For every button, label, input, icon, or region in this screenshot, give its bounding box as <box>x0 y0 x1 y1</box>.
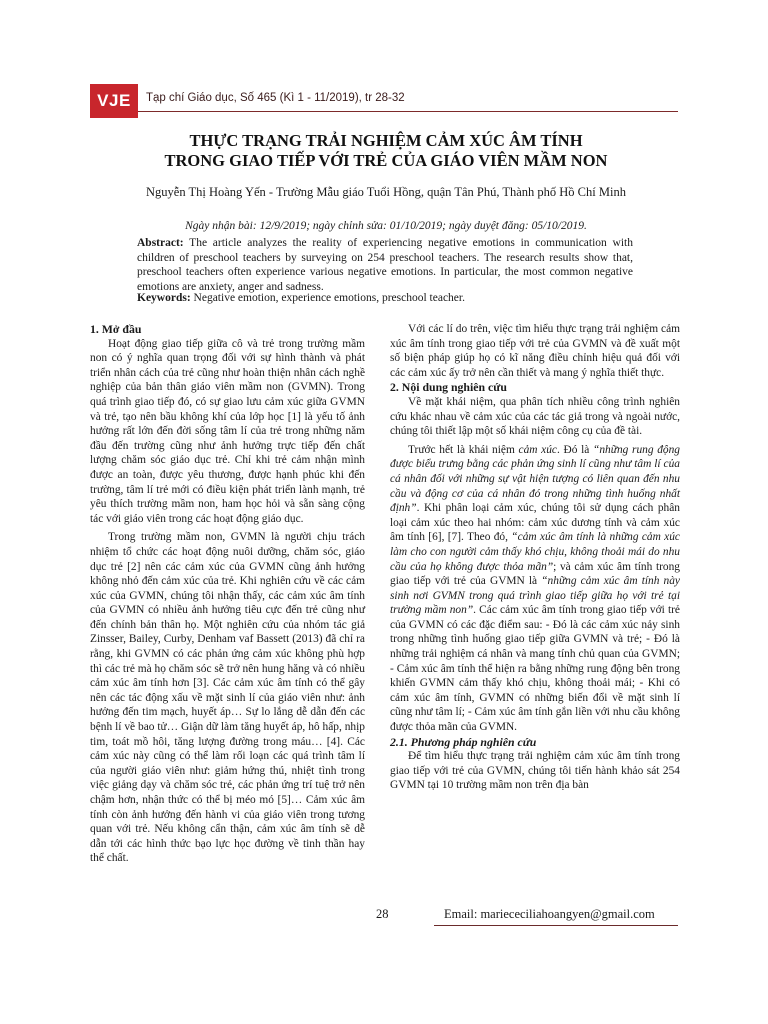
text-run-italic: “cảm xúc âm tính là những cảm xúc làm cho con người cảm thấy khó chịu, không thoải mái do nhu cầu của họ không được thỏa mãn” <box>390 531 680 573</box>
title-line-1: THỰC TRẠNG TRẢI NGHIỆM CẢM XÚC ÂM TÍNH <box>189 131 583 150</box>
journal-header <box>0 84 768 118</box>
text-run: Trước hết là khái niệm <box>408 443 519 456</box>
section-heading-content: 2. Nội dung nghiên cứu <box>390 380 507 395</box>
paragraph: Về mặt khái niệm, qua phân tích nhiều công trình nghiên cứu khác nhau về cảm xúc của các tác giả trong và ngoài nước, chúng tôi thiết lập một số khái niệm công cụ của đề tài. <box>390 395 680 438</box>
right-column <box>390 322 680 793</box>
author-affiliation: Nguyễn Thị Hoàng Yến - Trường Mẫu giáo Tuổi Hồng, quận Tân Phú, Thành phố Hồ Chí Minh <box>146 185 626 199</box>
text-run: . Các cảm xúc âm tính trong giao tiếp với trẻ của GVMN có các đặc điểm sau: - Đó là các cảm xúc nảy sinh trong những tình huống giao tiếp giữa GVMN và trẻ; - Đó là những trải nghiệm cá nhân và mang tính chủ quan của GVMN; - Cảm xúc âm tính thể hiện ra bằng những rung động bên trong khiến GVMN cảm thấy khó chịu, không thoải mái; - Khi có cảm xúc âm tính, GVMN có những biến đổi về mặt sinh lí cũng như tâm lí; - Cảm xúc âm tính gắn liền với nhu cầu không được thỏa mãn của GVMN. <box>390 604 680 734</box>
paragraph: Để tìm hiểu thực trạng trải nghiệm cảm xúc âm tính trong giao tiếp với trẻ của GVMN, chúng tôi tiến hành khảo sát 254 GVMN tại 10 trường mầm non trên địa bàn <box>390 750 680 792</box>
journal-logo: VJE <box>90 84 138 118</box>
left-column <box>90 322 365 866</box>
text-run-italic: “những rung động được biểu trưng bằng các phản ứng sinh lí cũng như tâm lí của cá nhân đối với những sự vật hiện tượng có liên quan đến nhu cầu và động cơ của cá nhân đó trong những tình huống nhất định” <box>390 443 680 515</box>
abstract-label: Abstract: <box>137 237 184 249</box>
paragraph-concepts <box>390 443 680 735</box>
footer-rule <box>434 925 678 926</box>
page-number: 28 <box>376 907 389 921</box>
text-run-italic: cảm xúc <box>518 443 557 456</box>
text-run: . Khi phân loại cảm xúc, chúng tôi sử dụng cách phân loại cảm xúc theo hai nhóm: cảm xúc dương tính và cảm xúc âm tính [6], [7]. Theo đó, <box>390 502 680 544</box>
keywords <box>137 292 633 304</box>
article-title <box>96 131 676 171</box>
abstract-text: The article analyzes the reality of experiencing negative emotions in communication with children of preschool teachers by surveying on 254 preschool teachers. The research results show that, preschool teachers often experience various negative emotions. In particular, the most common negative emotions are anxiety, anger and sadness. <box>137 237 633 294</box>
abstract <box>137 236 633 295</box>
text-run-italic: “những cảm xúc âm tính này sinh nơi GVMN trong quá trình giao tiếp giữa họ với trẻ tại trường mầm non” <box>390 575 680 617</box>
paragraph: Trong trường mầm non, GVMN là người chịu trách nhiệm tổ chức các hoạt động nuôi dưỡng, chăm sóc, giáo dục trẻ [2] nên các cảm xúc của GVMN cũng ảnh hưởng không nhỏ đến cảm xúc của trẻ. Khi nghiên cứu về các cảm xúc của GVMN, chúng tôi nhận thấy, các cảm xúc âm tính của GVMN có nhiều ảnh hưởng tiêu cực đến trẻ cũng như đến chính bản thân họ. Một nghiên cứu của nhóm tác giả Zinsser, Bailey, Curby, Denham vaf Bassett (2013) đã chỉ ra rằng, khi GVMN có các phản ứng cảm xúc không phù hợp thì các trẻ mà họ chăm sóc sẽ trở nên hung hăng và có nhiều cảm xúc âm tính hơn [3]. Các cảm xúc âm tính có thể gây nên các tác động xấu về mặt sinh lí của giáo viên như: ảnh hưởng đến tim mạch, huyết áp… Sự lo lắng dễ dẫn đến các bệnh lí về bao tử… Giận dữ làm tăng huyết áp, hô hấp, nhịp tim, toát mồ hôi, tăng lượng đường trong máu… [4]. Các cảm xúc này cũng có thể làm rối loạn các quá trình tâm lí của người giáo viên như: giảm hứng thú, nhiệt tình trong việc giảng dạy và chăm sóc trẻ, các phản ứng trí tuệ trở nên chậm hơn, nhận thức có thể bị méo mó [5]… Cảm xúc âm tính còn ảnh hưởng đến hành vi của giáo viên trong tương quan với trẻ. Nếu không cẩn thận, cảm xúc âm tính sẽ dễ dẫn tới các hình thức bạo lực học đường về tinh thần hay thể chất. <box>90 531 365 865</box>
header-rule <box>138 111 678 112</box>
journal-citation: Tạp chí Giáo dục, Số 465 (Kì 1 - 11/2019), tr 28-32 <box>146 92 405 104</box>
paragraph: Hoạt động giao tiếp giữa cô và trẻ trong trường mầm non có ý nghĩa quan trọng đối với sự hình thành và phát triển nhân cách của trẻ cũng như hoàn thiện nhân cách nghề nghiệp của bản thân giáo viên mầm non (GVMN). Trong quá trình giao tiếp đó, có sự giao lưu cảm xúc giữa GVMN và trẻ, tạo nên bầu không khí của lớp học [1] là yếu tố ảnh hưởng rất lớn đến đời sống tâm lí của trẻ trong những năm đầu đến trường cũng như ảnh hưởng trực tiếp đến chất lượng chăm sóc giáo dục trẻ. Chỉ khi trẻ cảm nhận mình được an toàn, được yêu thương, được hạnh phúc khi đến trường, tâm lí trẻ mới có điều kiện phát triển lành mạnh, trẻ yêu thích trường mầm non, ham học hỏi và sẵn sàng cộng tác với giáo viên trong các hoạt động giáo dục. <box>90 337 365 525</box>
subsection-heading-method: 2.1. Phương pháp nghiên cứu <box>390 734 537 749</box>
keywords-label: Keywords: <box>137 292 191 304</box>
text-run: . Đó là <box>556 443 594 456</box>
author-email: Email: mariececiliahoangyen@gmail.com <box>444 907 655 921</box>
text-run: ; và cảm xúc âm tính trong giao tiếp với trẻ của GVMN là <box>390 560 680 588</box>
keywords-text: Negative emotion, experience emotions, preschool teacher. <box>193 292 465 304</box>
submission-dates: Ngày nhận bài: 12/9/2019; ngày chỉnh sửa: 01/10/2019; ngày duyệt đăng: 05/10/2019. <box>185 220 587 232</box>
section-heading-intro: 1. Mở đầu <box>90 322 142 336</box>
title-line-2: TRONG GIAO TIẾP VỚI TRẺ CỦA GIÁO VIÊN MẦM NON <box>164 151 608 170</box>
paragraph: Với các lí do trên, việc tìm hiểu thực trạng trải nghiệm cảm xúc âm tính trong giao tiếp với trẻ của GVMN và đề xuất một số biện pháp giúp họ có kĩ năng điều chỉnh hiệu quả đối với các cảm xúc ấy trở nên cần thiết và mang ý nghĩa thiết thực. <box>390 323 680 379</box>
